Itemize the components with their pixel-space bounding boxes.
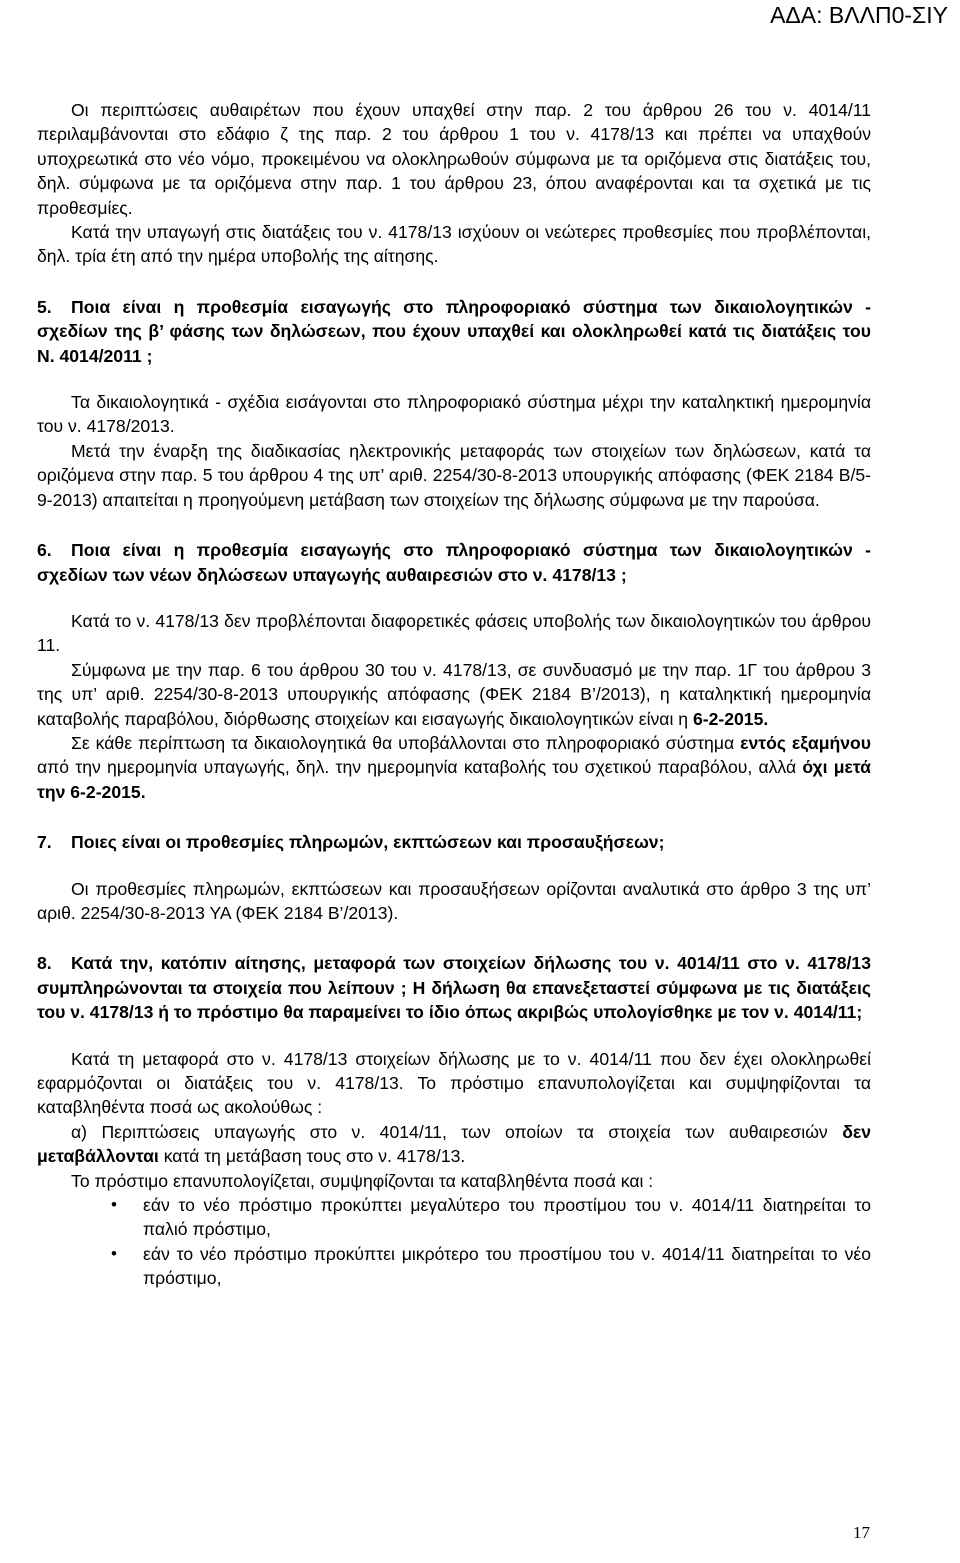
- list-item: • εάν το νέο πρόστιμο προκύπτει μεγαλύτερο του προστίμου του ν. 4014/11 διατηρείται το παλιό πρόστιμο,: [111, 1195, 871, 1240]
- question-5-text: Ποια είναι η προθεσμία εισαγωγής στο πληροφοριακό σύστημα των δικαιολογητικών - σχεδίων της β’ φάσης των δηλώσεων, που έχουν υπαχθεί και ολοκληρωθεί κατά τις διατάξεις του Ν. 4014/2011 ;: [37, 296, 871, 366]
- answer-8-paragraph-2: α) Περιπτώσεις υπαγωγής στο ν. 4014/11, των οποίων τα στοιχεία των αυθαιρεσιών δεν μεταβάλλονται κατά τη μετάβαση τους στο ν. 4178/13.: [37, 1121, 871, 1167]
- answer-5-paragraph-2: Μετά την έναρξη της διαδικασίας ηλεκτρονικής μεταφοράς των στοιχείων των δηλώσεων, κατά τα οριζόμενα στην παρ. 5 του άρθρου 4 της υπ’ αριθ. 2254/30-8-2013 υπουργικής απόφασης (ΦΕΚ 2184 Β/5-9-2013) απαιτείται η προηγούμενη μετάβαση των στοιχείων της δήλωσης σύμφωνα με την παρούσα.: [37, 440, 871, 510]
- question-8: [37, 951, 871, 1024]
- bullet-icon: •: [111, 1243, 117, 1263]
- answer-6-paragraph-2: Σύμφωνα με την παρ. 6 του άρθρου 30 του ν. 4178/13, σε συνδυασμό με την παρ. 1Γ του άρθρου 3 της υπ’ αριθ. 2254/30-8-2013 υπουργικής απόφασης (ΦΕΚ 2184 Β’/2013), η καταληκτική ημερομηνία καταβολής παραβόλου, διόρθωσης στοιχείων και εισαγωγής δικαιολογητικών είναι η 6-2-2015.: [37, 659, 871, 729]
- answer-7-paragraph-1: Οι προθεσμίες πληρωμών, εκπτώσεων και προσαυξήσεων ορίζονται αναλυτικά στο άρθρο 3 της υπ’ αριθ. 2254/30-8-2013 ΥΑ (ΦΕΚ 2184 Β’/2013).: [37, 878, 871, 923]
- answer-6-paragraph-1: Κατά το ν. 4178/13 δεν προβλέπονται διαφορετικές φάσεις υποβολής των δικαιολογητικών του άρθρου 11.: [37, 610, 871, 656]
- question-7-number: 7.: [37, 832, 52, 853]
- question-7: [37, 830, 871, 854]
- answer-8-bullet-list: [37, 1193, 871, 1291]
- question-6-text: Ποια είναι η προθεσμία εισαγωγής στο πληροφοριακό σύστημα των δικαιολογητικών - σχεδίων των νέων δηλώσεων υπαγωγής αυθαιρεσιών στο ν. 4178/13 ;: [37, 540, 871, 585]
- question-6: [37, 538, 871, 587]
- question-8-number: 8.: [37, 953, 52, 974]
- answer-5-paragraph-1: Τα δικαιολογητικά - σχέδια εισάγονται στο πληροφοριακό σύστημα μέχρι την καταληκτική ημερομηνία του ν. 4178/2013.: [37, 392, 871, 437]
- question-6-number: 6.: [37, 540, 52, 561]
- ada-code: ΑΔΑ: ΒΛΛΠ0-ΣΙΥ: [770, 2, 948, 28]
- intro-paragraph-2: Κατά την υπαγωγή στις διατάξεις του ν. 4178/13 ισχύουν οι νεώτερες προθεσμίες που προβλέπονται, δηλ. τρία έτη από την ημέρα υποβολής της αίτησης.: [37, 222, 871, 267]
- answer-8-paragraph-3: Το πρόστιμο επανυπολογίζεται, συμψηφίζονται τα καταβληθέντα ποσά και :: [71, 1170, 654, 1191]
- answer-6-paragraph-3: Σε κάθε περίπτωση τα δικαιολογητικά θα υποβάλλονται στο πληροφοριακό σύστημα εντός εξαμήνου από την ημερομηνία υπαγωγής, δηλ. την ημερομηνία καταβολής του σχετικού παραβόλου, αλλά όχι μετά την 6-2-2015.: [37, 732, 872, 802]
- question-7-text: Ποιες είναι οι προθεσμίες πληρωμών, εκπτώσεων και προσαυξήσεων;: [71, 832, 665, 853]
- intro-paragraph-1: Οι περιπτώσεις αυθαιρέτων που έχουν υπαχθεί στην παρ. 2 του άρθρου 26 του ν. 4014/11 περιλαμβάνονται στο εδάφιο ζ της παρ. 2 του άρθρου 1 του ν. 4178/13 και πρέπει να υπαχθούν υποχρεωτικά στο νέο νόμο, προκειμένου να ολοκληρωθούν σύμφωνα με τα οριζόμενα στις διατάξεις του, δηλ. σύμφωνα με τα οριζόμενα στην παρ. 1 του άρθρου 23, όπου αναφέρονται και τα σχετικά με τις προθεσμίες.: [37, 100, 871, 218]
- page-number: 17: [853, 1523, 870, 1542]
- answer-8-paragraph-1: Κατά τη μεταφορά στο ν. 4178/13 στοιχείων δήλωσης με το ν. 4014/11 που δεν έχει ολοκληρωθεί εφαρμόζονται οι διατάξεις του ν. 4178/13. Το πρόστιμο επανυπολογίζεται και συμψηφίζονται τα καταβληθέντα ποσά ως ακολούθως :: [37, 1048, 871, 1118]
- document-body: [37, 98, 871, 1291]
- bullet-icon: •: [111, 1195, 117, 1215]
- list-item: • εάν το νέο πρόστιμο προκύπτει μικρότερο του προστίμου του ν. 4014/11 διατηρείται το νέο πρόστιμο,: [111, 1243, 871, 1289]
- question-5: [37, 295, 871, 368]
- question-5-number: 5.: [37, 296, 52, 317]
- question-8-text: Κατά την, κατόπιν αίτησης, μεταφορά των στοιχείων δήλωσης του ν. 4014/11 στο ν. 4178/13 συμπληρώνονται τα στοιχεία που λείπουν ; Η δήλωση θα επανεξεταστεί σύμφωνα με τις διατάξεις του ν. 4178/13 ή το πρόστιμο θα παραμείνει το ίδιο όπως ακριβώς υπολογίσθηκε με τον ν. 4014/11;: [37, 953, 871, 1023]
